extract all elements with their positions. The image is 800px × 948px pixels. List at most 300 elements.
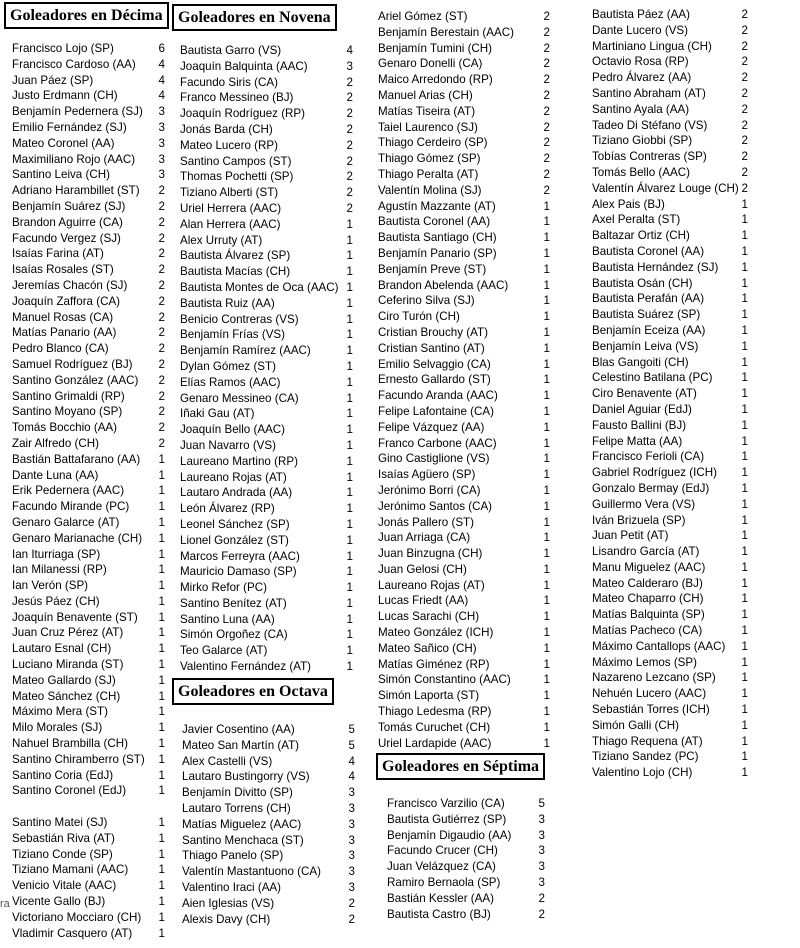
- scorer-row: [592, 102, 764, 118]
- scorer-row: [180, 122, 370, 138]
- scorer-name: Benjamín Panario (SP): [378, 246, 497, 260]
- scorer-goals: 2: [158, 357, 165, 371]
- scorer-name: Manuel Arias (CH): [378, 88, 473, 102]
- scorer-goals: 1: [741, 260, 748, 274]
- scorer-goals: 1: [741, 545, 748, 559]
- scorer-goals: 1: [543, 294, 550, 308]
- scorer-name: Agustín Mazzante (AT): [378, 199, 496, 213]
- scorer-row: [592, 197, 764, 213]
- scorer-name: Zair Alfredo (CH): [12, 436, 99, 450]
- scorer-name: Mateo Lucero (RP): [180, 138, 278, 152]
- scorer-goals: 1: [741, 576, 748, 590]
- scorer-row: [180, 470, 370, 486]
- title-octava: Goleadores en Octava: [172, 678, 334, 705]
- scorer-name: Milo Morales (SJ): [12, 721, 103, 735]
- scorer-name: Matías Tiseira (AT): [378, 104, 476, 118]
- scorer-row: [378, 704, 568, 720]
- scorer-name: Celestino Batilana (PC): [592, 371, 713, 385]
- title-decima: Goleadores en Décima: [4, 2, 169, 29]
- scorer-name: Francisco Ferioli (CA): [592, 450, 705, 464]
- scorer-row: [378, 578, 568, 594]
- scorer-name: Adriano Harambillet (ST): [12, 184, 140, 198]
- scorer-name: Bautista Ruiz (AA): [180, 296, 275, 310]
- scorer-goals: 1: [346, 628, 353, 642]
- scorer-goals: 1: [158, 626, 165, 640]
- scorer-row: [592, 355, 764, 371]
- scorer-goals: 1: [543, 310, 550, 324]
- scorer-row: [12, 768, 182, 784]
- scorer-name: Bautista Montes de Oca (AAC): [180, 280, 339, 294]
- scorer-name: Emilio Selvaggio (CA): [378, 357, 491, 371]
- scorer-row: [12, 436, 182, 452]
- scorer-row: [182, 864, 372, 880]
- scorer-row: [592, 591, 764, 607]
- scorer-row: [592, 323, 764, 339]
- scorer-goals: 1: [741, 229, 748, 243]
- scorer-name: Alexis Davy (CH): [182, 912, 271, 926]
- scorer-goals: 1: [346, 312, 353, 326]
- scorer-row: [12, 878, 182, 894]
- scorer-goals: 1: [741, 529, 748, 543]
- scorer-name: Matías Panario (AA): [12, 326, 117, 340]
- scorer-row: [378, 120, 568, 136]
- scorer-row: [12, 57, 182, 73]
- scorer-name: Benjamín Tumini (CH): [378, 41, 493, 55]
- scorer-name: Matías Miguelez (AAC): [182, 817, 302, 831]
- scorer-row: [592, 734, 764, 750]
- scorer-name: Alex Urruty (AT): [180, 233, 263, 247]
- scorer-goals: 1: [741, 703, 748, 717]
- scorer-goals: 1: [346, 565, 353, 579]
- scorer-name: Santino Abraham (AT): [592, 86, 706, 100]
- scorer-row: [12, 847, 182, 863]
- scorer-row: [378, 262, 568, 278]
- scorer-row: [387, 812, 562, 828]
- scorer-name: Facundo Aranda (AAC): [378, 389, 498, 403]
- scorer-goals: 1: [741, 276, 748, 290]
- scorer-row: [592, 149, 764, 165]
- scorer-row: [12, 167, 182, 183]
- scorer-name: Joaquín Benavente (ST): [12, 610, 138, 624]
- scorer-name: Bautista Páez (AA): [592, 8, 690, 21]
- scorer-name: Joaquín Bello (AAC): [180, 423, 286, 437]
- scorer-row: [12, 199, 182, 215]
- scorer-goals: 1: [158, 926, 165, 940]
- scorer-goals: 1: [543, 626, 550, 640]
- scorer-goals: 3: [538, 860, 545, 874]
- scorer-row: [180, 343, 370, 359]
- scorer-name: Mateo San Martín (AT): [182, 738, 300, 752]
- scorer-goals: 1: [346, 280, 353, 294]
- scorer-row: [592, 449, 764, 465]
- scorer-name: Simón Galli (CH): [592, 718, 679, 732]
- scorer-row: [592, 718, 764, 734]
- scorer-goals: 1: [741, 450, 748, 464]
- scorer-goals: 1: [543, 531, 550, 545]
- scorer-row: [180, 217, 370, 233]
- scorer-goals: 1: [158, 689, 165, 703]
- scorer-name: Manu Miguelez (AAC): [592, 560, 706, 574]
- scorer-goals: 1: [158, 515, 165, 529]
- scorer-goals: 1: [158, 863, 165, 877]
- scorer-goals: 5: [348, 738, 355, 752]
- scorer-goals: 5: [538, 797, 545, 810]
- scorer-goals: 1: [158, 658, 165, 672]
- scorer-name: León Álvarez (RP): [180, 502, 275, 516]
- scorer-row: [592, 607, 764, 623]
- scorer-goals: 4: [346, 44, 353, 57]
- scorer-goals: 3: [348, 849, 355, 863]
- scorer-goals: 1: [543, 357, 550, 371]
- scorer-goals: 1: [741, 466, 748, 480]
- scorer-row: [378, 293, 568, 309]
- scorer-name: Bautista Castro (BJ): [387, 907, 491, 921]
- scorer-goals: 2: [158, 184, 165, 198]
- scorer-name: Vladimir Casquero (AT): [12, 926, 133, 940]
- scorer-name: Tiziano Sandez (PC): [592, 750, 699, 764]
- scorer-row: [378, 199, 568, 215]
- scorer-name: Santino Ayala (AA): [592, 102, 690, 116]
- scorer-row: [180, 169, 370, 185]
- scorer-name: Genaro Messineo (CA): [180, 391, 299, 405]
- scorer-name: Benjamín Frías (VS): [180, 328, 286, 342]
- scorer-row: [378, 214, 568, 230]
- scorer-row: [12, 88, 182, 104]
- scorer-row: [12, 389, 182, 405]
- scorer-name: Lionel González (ST): [180, 533, 289, 547]
- scorer-name: Mauricio Damaso (SP): [180, 565, 297, 579]
- scorer-name: Felipe Matta (AA): [592, 434, 683, 448]
- scorer-goals: 4: [158, 57, 165, 71]
- scorer-row: [12, 657, 182, 673]
- scorer-goals: 1: [543, 404, 550, 418]
- scorer-goals: 1: [741, 355, 748, 369]
- scorer-name: Mateo Gallardo (SJ): [12, 673, 116, 687]
- scorer-name: Nazareno Lezcano (SP): [592, 671, 716, 685]
- scorer-name: Santino Coronel (EdJ): [12, 784, 127, 798]
- scorer-goals: 1: [543, 689, 550, 703]
- scorer-row: [180, 580, 370, 596]
- scorer-row: [592, 181, 764, 197]
- scorer-goals: 1: [543, 231, 550, 245]
- scorer-row: [378, 451, 568, 467]
- scorer-goals: 1: [543, 547, 550, 561]
- scorer-name: Ciro Benavente (AT): [592, 387, 697, 401]
- scorer-name: Ian Iturriaga (SP): [12, 547, 101, 561]
- scorer-row: [378, 88, 568, 104]
- scorer-goals: 1: [346, 233, 353, 247]
- scorer-name: Thiago Gómez (SP): [378, 152, 481, 166]
- scorer-goals: 1: [158, 547, 165, 561]
- scorer-goals: 1: [741, 750, 748, 764]
- scorer-goals: 3: [346, 59, 353, 73]
- scorer-goals: 4: [158, 89, 165, 103]
- scorer-goals: 1: [741, 560, 748, 574]
- scorer-row: [378, 388, 568, 404]
- scorer-row: [592, 370, 764, 386]
- scorer-row: [180, 596, 370, 612]
- scorer-row: [592, 165, 764, 181]
- scorer-row: [378, 736, 568, 752]
- scorer-row: [12, 373, 182, 389]
- scorer-row: [378, 167, 568, 183]
- title-septima: Goleadores en Séptima: [376, 753, 545, 780]
- scorer-goals: 3: [538, 828, 545, 842]
- scorer-row: [378, 609, 568, 625]
- scorer-row: [12, 262, 182, 278]
- scorer-row: [180, 517, 370, 533]
- scorer-goals: 1: [346, 249, 353, 263]
- scorer-name: Brandon Abelenda (AAC): [378, 278, 509, 292]
- scorer-goals: 4: [348, 770, 355, 784]
- scorer-row: [378, 183, 568, 199]
- scorer-row: [378, 246, 568, 262]
- scorer-goals: 1: [741, 292, 748, 306]
- scorer-name: Venicio Vitale (AAC): [12, 879, 117, 893]
- scorer-row: [378, 404, 568, 420]
- scorer-row: [182, 785, 372, 801]
- title-novena: Goleadores en Novena: [172, 4, 337, 31]
- scorer-row: [378, 135, 568, 151]
- scorer-goals: 1: [543, 325, 550, 339]
- scorer-goals: 1: [158, 468, 165, 482]
- scorer-row: [378, 720, 568, 736]
- scorer-row: [180, 312, 370, 328]
- scorer-goals: 2: [543, 104, 550, 118]
- scorer-goals: 2: [346, 186, 353, 200]
- scorer-name: Juan Velázquez (CA): [387, 860, 496, 874]
- scorer-name: Benjamín Preve (ST): [378, 262, 487, 276]
- scorer-goals: 2: [158, 247, 165, 261]
- scorer-row: [12, 104, 182, 120]
- scorer-goals: 2: [346, 201, 353, 215]
- scorer-row: [12, 910, 182, 926]
- scorer-goals: 3: [158, 168, 165, 182]
- scorer-name: Benjamín Ramírez (AAC): [180, 344, 311, 358]
- scorer-row: [592, 418, 764, 434]
- scorer-name: Valentín Molina (SJ): [378, 183, 482, 197]
- scorer-row: [182, 754, 372, 770]
- scorer-row: [378, 104, 568, 120]
- scorer-row: [378, 151, 568, 167]
- scorer-row: [180, 659, 370, 675]
- scorer-row: [592, 481, 764, 497]
- scorer-row: [180, 359, 370, 375]
- scorer-goals: 2: [346, 107, 353, 121]
- scorer-goals: 1: [158, 642, 165, 656]
- scorer-row: [378, 325, 568, 341]
- scorer-row: [378, 420, 568, 436]
- scorer-row: [12, 278, 182, 294]
- scorer-row: [12, 610, 182, 626]
- scorer-name: Bastián Battafarano (AA): [12, 452, 141, 466]
- scorer-row: [378, 467, 568, 483]
- scorer-name: Thiago Cerdeiro (SP): [378, 136, 488, 150]
- scorer-name: Ariel Gómez (ST): [378, 10, 468, 23]
- scorer-goals: 1: [741, 244, 748, 258]
- scorer-row: [180, 75, 370, 91]
- scorer-goals: 3: [538, 812, 545, 826]
- scorer-row: [378, 56, 568, 72]
- scorer-name: Vicente Gallo (BJ): [12, 895, 106, 909]
- scorer-name: Santino Benítez (AT): [180, 596, 287, 610]
- scorer-goals: 1: [543, 199, 550, 213]
- scorer-row: [378, 436, 568, 452]
- scorer-row: [592, 118, 764, 134]
- scorer-goals: 1: [158, 705, 165, 719]
- scorer-row: [12, 468, 182, 484]
- scorer-goals: 1: [741, 608, 748, 622]
- scorer-name: Isaías Farina (AT): [12, 247, 104, 261]
- scorer-name: Benicio Contreras (VS): [180, 312, 299, 326]
- scorer-name: Bautista Coronel (AA): [378, 215, 491, 229]
- scorer-row: [180, 438, 370, 454]
- scorer-name: Elías Ramos (AAC): [180, 375, 281, 389]
- scorer-row: [180, 549, 370, 565]
- scorer-goals: 3: [348, 833, 355, 847]
- scorer-row: [592, 23, 764, 39]
- scorer-goals: 1: [158, 816, 165, 830]
- scorer-row: [180, 564, 370, 580]
- scorer-name: Valentín Álvarez Louge (CH): [592, 181, 739, 195]
- scorer-name: Lucas Friedt (AA): [378, 594, 469, 608]
- scorer-goals: 2: [158, 421, 165, 435]
- scorer-goals: 1: [543, 389, 550, 403]
- scorer-name: Jeremías Chacón (SJ): [12, 278, 128, 292]
- scorer-name: Daniel Aguiar (EdJ): [592, 402, 692, 416]
- scorer-goals: 2: [543, 10, 550, 23]
- scorer-row: [12, 41, 182, 57]
- scorer-name: Santino Moyano (SP): [12, 405, 123, 419]
- scorer-goals: 2: [158, 389, 165, 403]
- scorer-name: Máximo Cantallops (AAC): [592, 639, 726, 653]
- scorer-row: [592, 228, 764, 244]
- scorer-row: [180, 296, 370, 312]
- scorer-name: Gino Castiglione (VS): [378, 452, 490, 466]
- scorer-name: Uriel Lardapide (AAC): [378, 736, 492, 750]
- scorer-row: [378, 483, 568, 499]
- scorer-goals: 1: [741, 592, 748, 606]
- scorer-row: [182, 912, 372, 928]
- scorer-name: Teo Galarce (AT): [180, 644, 268, 658]
- scorer-name: Iñaki Gau (AT): [180, 407, 255, 421]
- scorer-name: Simón Constantino (AAC): [378, 673, 511, 687]
- scorer-name: Tiziano Conde (SP): [12, 847, 113, 861]
- scorer-goals: 1: [741, 371, 748, 385]
- scorer-name: Tomás Curuchet (CH): [378, 720, 491, 734]
- scorer-row: [378, 515, 568, 531]
- scorer-name: Pedro Álvarez (AA): [592, 71, 692, 85]
- scorer-row: [592, 528, 764, 544]
- scorer-row: [182, 722, 372, 738]
- scorer-goals: 1: [346, 486, 353, 500]
- scorer-row: [12, 246, 182, 262]
- scorer-name: Valentino Lojo (CH): [592, 766, 693, 780]
- scorer-row: [180, 375, 370, 391]
- scorer-goals: 1: [741, 718, 748, 732]
- scorer-row: [180, 233, 370, 249]
- scorer-row: [378, 672, 568, 688]
- scorer-row: [12, 136, 182, 152]
- scorer-name: Bautista Osán (CH): [592, 276, 693, 290]
- scorer-goals: 3: [538, 875, 545, 889]
- scorer-row: [378, 41, 568, 57]
- scorer-goals: 1: [346, 502, 353, 516]
- scorer-name: Mateo Calderaro (BJ): [592, 576, 703, 590]
- scorer-goals: 1: [741, 513, 748, 527]
- scorer-name: Pedro Blanco (CA): [12, 342, 109, 356]
- scorer-goals: 1: [543, 246, 550, 260]
- scorer-goals: 1: [158, 500, 165, 514]
- scorer-row: [12, 689, 182, 705]
- scorer-name: Maximiliano Rojo (AAC): [12, 152, 136, 166]
- scorer-name: Bautista Santiago (CH): [378, 231, 497, 245]
- scorer-row: [12, 926, 182, 942]
- scorer-goals: 1: [741, 734, 748, 748]
- scorer-goals: 3: [348, 786, 355, 800]
- scorer-goals: 2: [158, 342, 165, 356]
- scorer-name: Tiziano Giobbi (SP): [592, 134, 693, 148]
- scorer-row: [180, 185, 370, 201]
- scorer-goals: 1: [543, 736, 550, 750]
- scorer-name: Tadeo Di Stéfano (VS): [592, 118, 708, 132]
- scorer-goals: 2: [543, 25, 550, 39]
- scorer-row: [182, 896, 372, 912]
- scorer-row: [592, 386, 764, 402]
- scorer-row: [12, 547, 182, 563]
- scorer-goals: 1: [543, 657, 550, 671]
- scorer-row: [387, 796, 562, 812]
- scorer-row: [12, 815, 182, 831]
- scorer-row: [378, 278, 568, 294]
- scorer-row: [12, 420, 182, 436]
- scorer-goals: 2: [346, 138, 353, 152]
- scorer-goals: 2: [543, 120, 550, 134]
- scorer-row: [12, 515, 182, 531]
- scorer-row: [592, 623, 764, 639]
- scorer-goals: 1: [158, 752, 165, 766]
- scorer-name: Joaquín Balquinta (AAC): [180, 59, 308, 73]
- scorer-name: Sebastián Torres (ICH): [592, 703, 710, 717]
- scorer-name: Máximo Mera (ST): [12, 705, 108, 719]
- scorer-row: [592, 513, 764, 529]
- scorer-name: Thiago Peralta (AT): [378, 167, 479, 181]
- scorer-goals: 1: [346, 549, 353, 563]
- scorer-goals: 3: [538, 844, 545, 858]
- scorer-row: [12, 483, 182, 499]
- scorer-row: [12, 215, 182, 231]
- scorer-name: Iván Brizuela (SP): [592, 513, 686, 527]
- scorer-name: Leonel Sánchez (SP): [180, 517, 290, 531]
- scorer-goals: 2: [348, 896, 355, 910]
- scorer-goals: 1: [543, 278, 550, 292]
- scorer-goals: 1: [158, 831, 165, 845]
- scorer-name: Benjamín Divitto (SP): [182, 786, 293, 800]
- scorer-goals: 6: [158, 42, 165, 55]
- scorer-row: [592, 86, 764, 102]
- scorer-name: Mateo González (ICH): [378, 626, 494, 640]
- scorer-name: Santino González (AAC): [12, 373, 139, 387]
- scorer-name: Lautaro Esnal (CH): [12, 642, 112, 656]
- scorer-row: [12, 594, 182, 610]
- scorer-goals: 1: [158, 910, 165, 924]
- scorer-name: Máximo Lemos (SP): [592, 655, 698, 669]
- scorer-row: [592, 70, 764, 86]
- scorer-goals: 1: [741, 687, 748, 701]
- scorer-name: Thiago Panelo (SP): [182, 849, 284, 863]
- scorer-row: [592, 702, 764, 718]
- scorer-name: Octavio Rosa (RP): [592, 55, 689, 69]
